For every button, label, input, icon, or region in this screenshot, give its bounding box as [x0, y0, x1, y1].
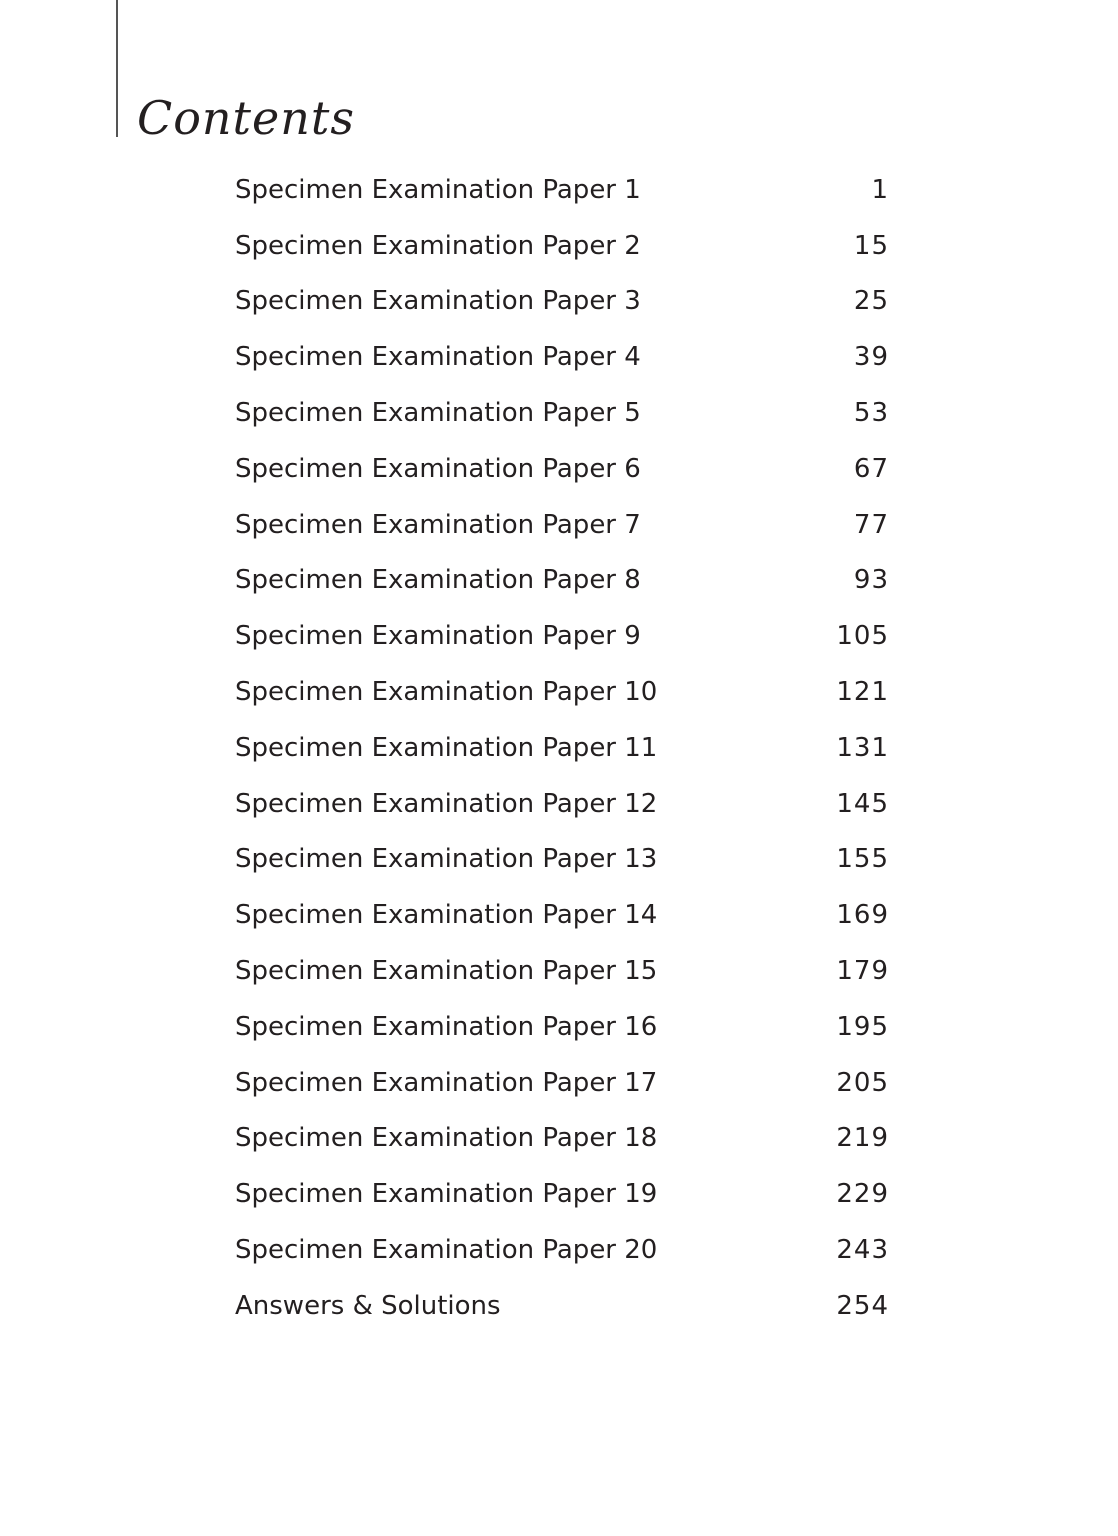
toc-entry-label: Specimen Examination Paper 19 — [235, 1179, 658, 1210]
toc-entry[interactable] — [235, 1111, 889, 1167]
toc-entry-page: 195 — [836, 1011, 889, 1042]
toc-entry-label: Specimen Examination Paper 1 — [235, 174, 641, 205]
toc-entry[interactable] — [235, 162, 889, 218]
toc-entry-label: Specimen Examination Paper 3 — [235, 286, 641, 317]
toc-entry-page: 179 — [836, 956, 889, 987]
toc-entry-label: Specimen Examination Paper 18 — [235, 1123, 658, 1154]
toc-entry-page: 93 — [853, 565, 889, 596]
toc-entry[interactable] — [235, 776, 889, 832]
toc-entry-label: Specimen Examination Paper 11 — [235, 732, 658, 763]
toc-entry-label: Specimen Examination Paper 6 — [235, 453, 641, 484]
toc-entry-label: Specimen Examination Paper 5 — [235, 398, 641, 429]
toc-entry-label: Specimen Examination Paper 10 — [235, 677, 658, 708]
toc-entry-page: 243 — [836, 1235, 889, 1266]
toc-entry[interactable] — [235, 608, 889, 664]
toc-entry-page: 1 — [871, 174, 889, 205]
toc-entry-label: Answers & Solutions — [235, 1290, 501, 1321]
toc-entry-page: 229 — [836, 1179, 889, 1210]
toc-entry[interactable] — [235, 1055, 889, 1111]
toc-entry[interactable] — [235, 1166, 889, 1222]
toc-entry-page: 25 — [853, 286, 889, 317]
table-of-contents — [235, 162, 889, 1334]
toc-entry-page: 67 — [853, 453, 889, 484]
toc-entry-label: Specimen Examination Paper 7 — [235, 509, 641, 540]
toc-entry-page: 15 — [853, 230, 889, 261]
toc-entry-page: 219 — [836, 1123, 889, 1154]
toc-entry[interactable] — [235, 720, 889, 776]
margin-rule — [116, 0, 118, 137]
toc-entry-label: Specimen Examination Paper 8 — [235, 565, 641, 596]
toc-entry[interactable] — [235, 497, 889, 553]
toc-entry-label: Specimen Examination Paper 12 — [235, 788, 658, 819]
toc-entry-page: 131 — [836, 732, 889, 763]
toc-entry-page: 254 — [836, 1290, 889, 1321]
toc-entry[interactable] — [235, 943, 889, 999]
page-title: Contents — [137, 91, 355, 145]
toc-entry-label: Specimen Examination Paper 17 — [235, 1067, 658, 1098]
toc-entry-page: 169 — [836, 900, 889, 931]
toc-entry[interactable] — [235, 999, 889, 1055]
toc-entry-label: Specimen Examination Paper 4 — [235, 342, 641, 373]
toc-entry-label: Specimen Examination Paper 15 — [235, 956, 658, 987]
toc-entry-label: Specimen Examination Paper 16 — [235, 1011, 658, 1042]
toc-entry-label: Specimen Examination Paper 2 — [235, 230, 641, 261]
toc-entry-page: 145 — [836, 788, 889, 819]
toc-entry[interactable] — [235, 832, 889, 888]
toc-entry-page: 205 — [836, 1067, 889, 1098]
toc-entry-page: 155 — [836, 844, 889, 875]
toc-entry-label: Specimen Examination Paper 9 — [235, 621, 641, 652]
toc-entry[interactable] — [235, 1278, 889, 1334]
toc-entry-page: 77 — [853, 509, 889, 540]
toc-entry-page: 121 — [836, 677, 889, 708]
toc-entry[interactable] — [235, 218, 889, 274]
toc-entry-page: 53 — [853, 398, 889, 429]
toc-entry[interactable] — [235, 553, 889, 609]
toc-entry[interactable] — [235, 329, 889, 385]
toc-entry[interactable] — [235, 887, 889, 943]
toc-entry-label: Specimen Examination Paper 20 — [235, 1235, 658, 1266]
toc-entry[interactable] — [235, 664, 889, 720]
toc-entry[interactable] — [235, 385, 889, 441]
toc-entry[interactable] — [235, 274, 889, 330]
toc-entry-page: 105 — [836, 621, 889, 652]
toc-entry-label: Specimen Examination Paper 14 — [235, 900, 658, 931]
toc-entry[interactable] — [235, 441, 889, 497]
toc-entry-label: Specimen Examination Paper 13 — [235, 844, 658, 875]
toc-entry[interactable] — [235, 1222, 889, 1278]
toc-entry-page: 39 — [853, 342, 889, 373]
